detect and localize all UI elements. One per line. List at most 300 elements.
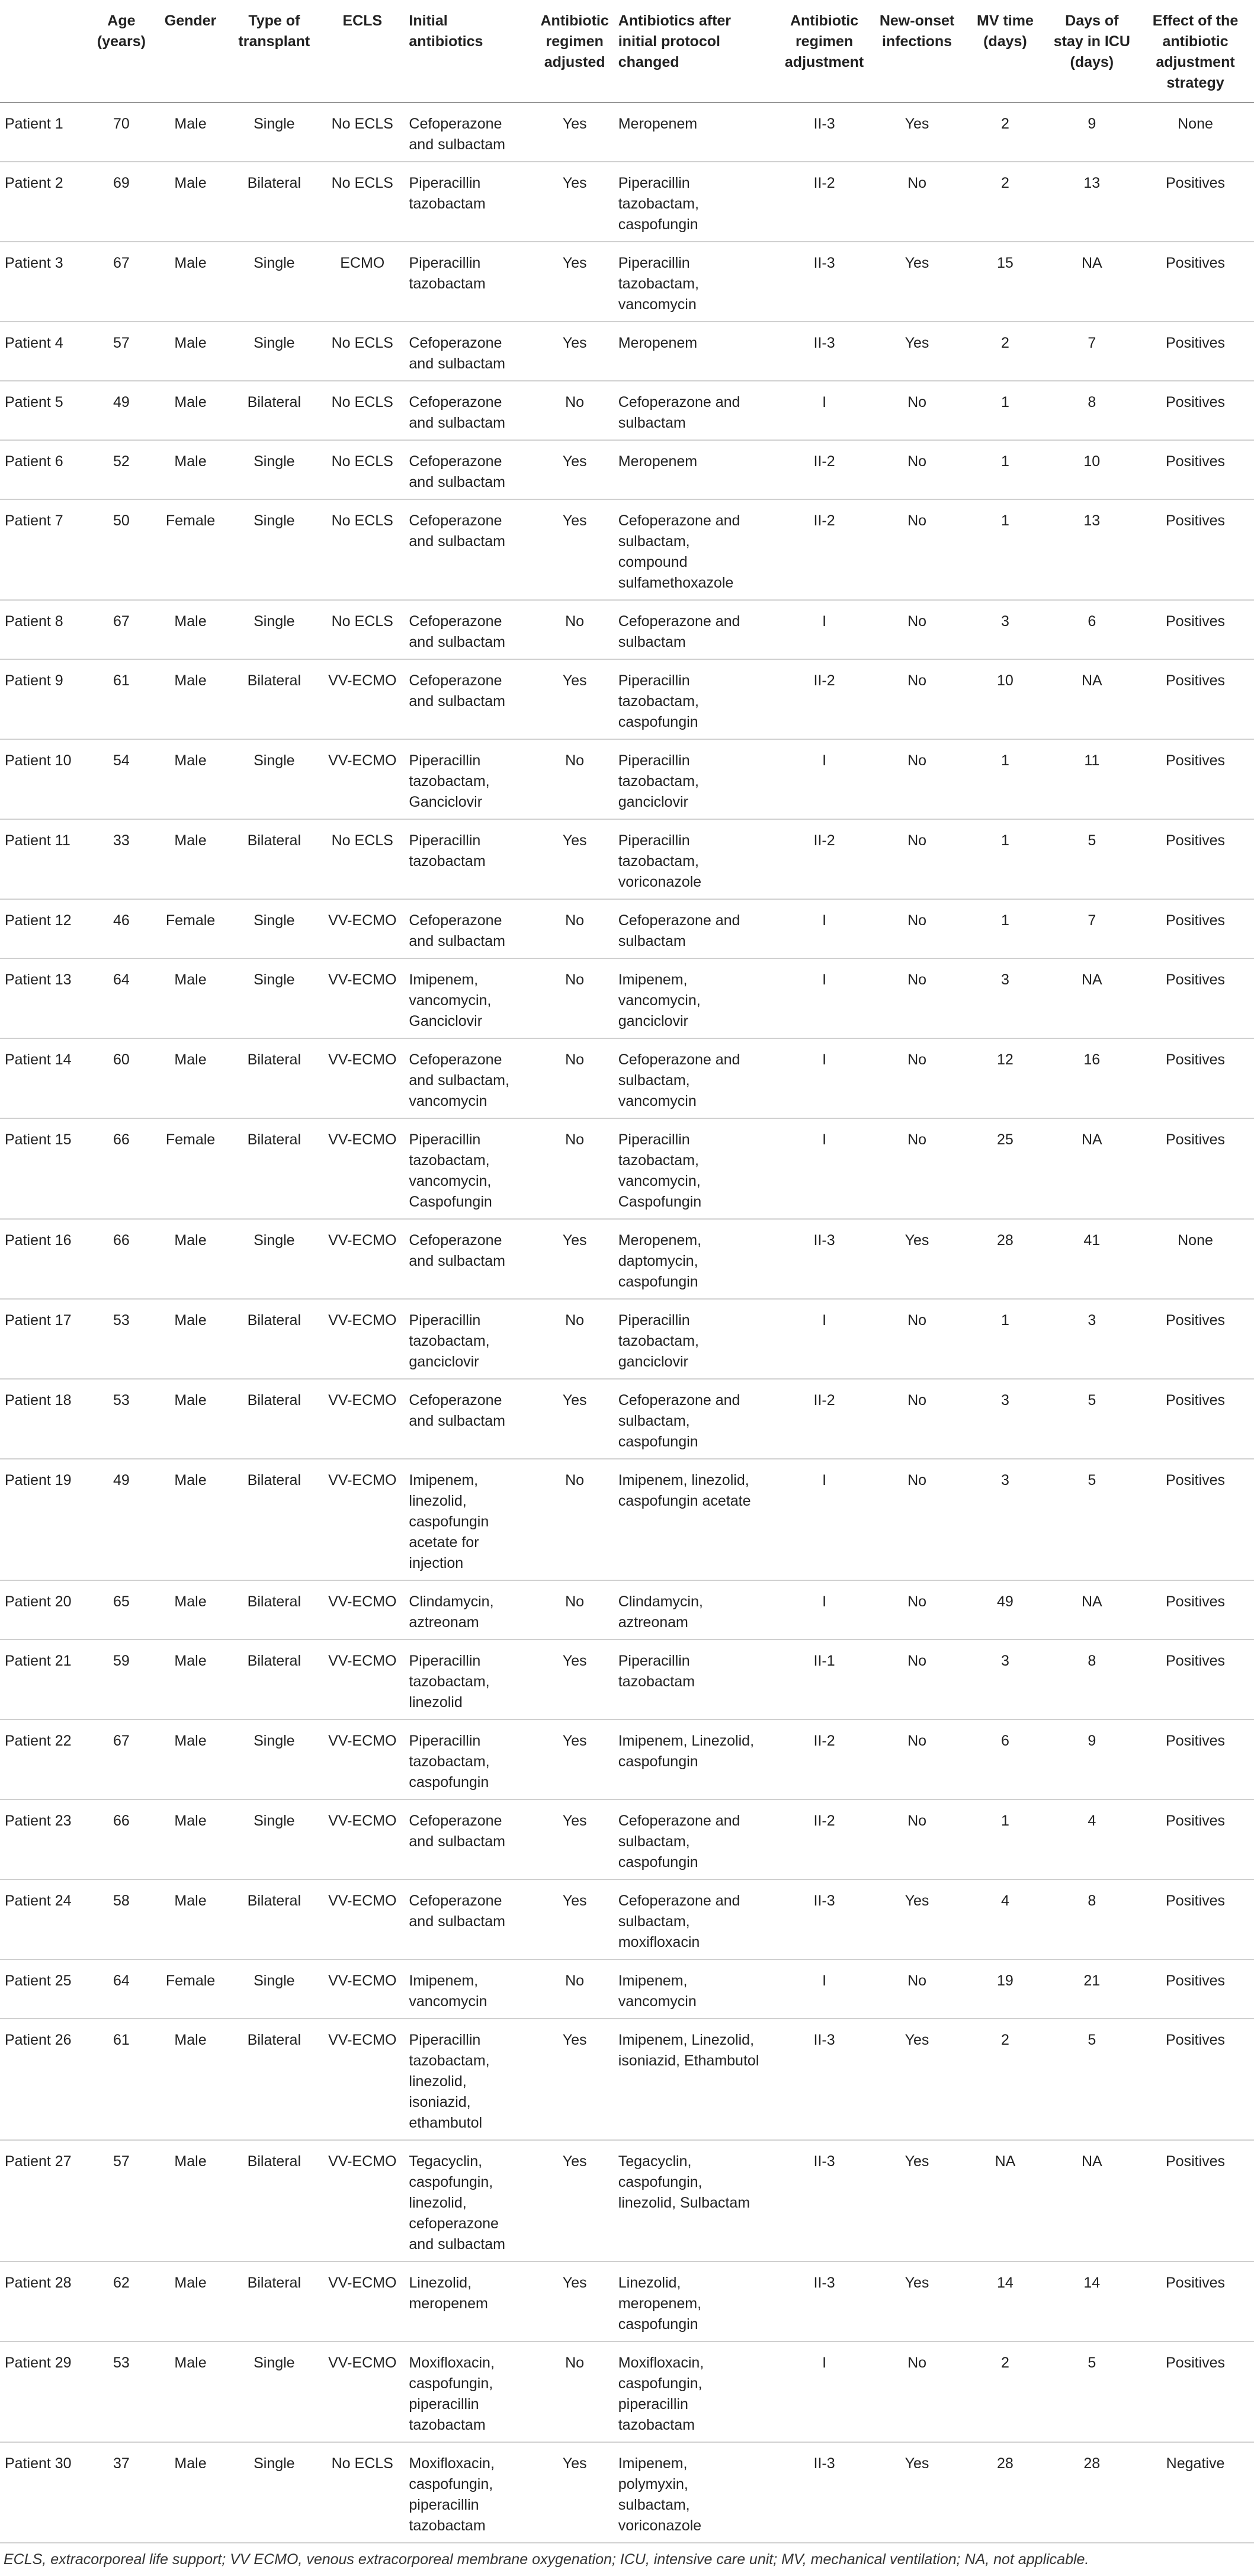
cell-antibiotics-after-change: Cefoperazone and sulbactam xyxy=(614,600,778,659)
cell-antibiotics-after-change: Piperacillin tazobactam, caspofungin xyxy=(614,659,778,739)
cell-ecls: VV-ECMO xyxy=(320,1640,404,1720)
cell-antibiotics-after-change: Cefoperazone and sulbactam xyxy=(614,381,778,440)
cell-regimen-adjustment: II-3 xyxy=(778,102,870,162)
cell-gender: Female xyxy=(153,899,227,958)
cell-icu-stay: NA xyxy=(1047,2140,1137,2261)
cell-ecls: VV-ECMO xyxy=(320,2261,404,2341)
cell-icu-stay: 9 xyxy=(1047,1720,1137,1799)
table-row xyxy=(0,819,1254,899)
table-row xyxy=(0,1799,1254,1879)
cell-icu-stay: 8 xyxy=(1047,1640,1137,1720)
cell-initial-antibiotics: Linezolid, meropenem xyxy=(404,2261,535,2341)
table-row xyxy=(0,1118,1254,1219)
cell-patient: Patient 12 xyxy=(0,899,89,958)
cell-mv-time: 1 xyxy=(963,440,1047,499)
cell-transplant-type: Bilateral xyxy=(228,2019,320,2140)
cell-age: 57 xyxy=(89,2140,153,2261)
cell-age: 37 xyxy=(89,2442,153,2543)
cell-age: 33 xyxy=(89,819,153,899)
cell-transplant-type: Bilateral xyxy=(228,1459,320,1580)
cell-patient: Patient 26 xyxy=(0,2019,89,2140)
cell-regimen-adjusted: Yes xyxy=(536,102,614,162)
cell-age: 64 xyxy=(89,1959,153,2019)
cell-gender: Male xyxy=(153,1720,227,1799)
cell-age: 53 xyxy=(89,1379,153,1459)
cell-mv-time: 2 xyxy=(963,322,1047,381)
cell-transplant-type: Single xyxy=(228,1720,320,1799)
cell-regimen-adjusted: Yes xyxy=(536,1879,614,1959)
cell-age: 66 xyxy=(89,1219,153,1299)
table-row xyxy=(0,958,1254,1038)
cell-initial-antibiotics: Moxifloxacin, caspofungin, piperacillin tazobactam xyxy=(404,2442,535,2543)
cell-new-onset-infections: No xyxy=(871,819,963,899)
cell-gender: Male xyxy=(153,1580,227,1640)
cell-transplant-type: Single xyxy=(228,322,320,381)
cell-regimen-adjusted: No xyxy=(536,958,614,1038)
cell-gender: Male xyxy=(153,2442,227,2543)
cell-mv-time: 28 xyxy=(963,2442,1047,2543)
cell-new-onset-infections: No xyxy=(871,1720,963,1799)
cell-adjustment-effect: Positives xyxy=(1137,1379,1254,1459)
cell-patient: Patient 21 xyxy=(0,1640,89,1720)
cell-mv-time: 1 xyxy=(963,1799,1047,1879)
cell-regimen-adjusted: Yes xyxy=(536,440,614,499)
cell-ecls: VV-ECMO xyxy=(320,1118,404,1219)
cell-adjustment-effect: Positives xyxy=(1137,739,1254,819)
column-header-gender: Gender xyxy=(153,0,227,102)
cell-transplant-type: Single xyxy=(228,2442,320,2543)
cell-ecls: VV-ECMO xyxy=(320,899,404,958)
cell-initial-antibiotics: Piperacillin tazobactam, ganciclovir xyxy=(404,1299,535,1379)
cell-age: 53 xyxy=(89,1299,153,1379)
cell-ecls: ECMO xyxy=(320,242,404,322)
cell-regimen-adjustment: I xyxy=(778,739,870,819)
cell-mv-time: 2 xyxy=(963,2341,1047,2442)
table-row xyxy=(0,1219,1254,1299)
cell-adjustment-effect: None xyxy=(1137,102,1254,162)
cell-regimen-adjusted: No xyxy=(536,1580,614,1640)
cell-icu-stay: 9 xyxy=(1047,102,1137,162)
cell-initial-antibiotics: Cefoperazone and sulbactam xyxy=(404,659,535,739)
table-row xyxy=(0,1038,1254,1118)
cell-new-onset-infections: No xyxy=(871,1379,963,1459)
cell-regimen-adjusted: Yes xyxy=(536,1640,614,1720)
cell-antibiotics-after-change: Cefoperazone and sulbactam xyxy=(614,899,778,958)
column-header-patient xyxy=(0,0,89,102)
cell-patient: Patient 5 xyxy=(0,381,89,440)
cell-patient: Patient 6 xyxy=(0,440,89,499)
table-footnote: ECLS, extracorporeal life support; VV ECMO, venous extracorporeal membrane oxygenation; ICU, intensive care unit; MV, mechanical ventilation; NA, not applicable. xyxy=(4,2551,1089,2568)
cell-adjustment-effect: Positives xyxy=(1137,1879,1254,1959)
cell-patient: Patient 15 xyxy=(0,1118,89,1219)
cell-patient: Patient 27 xyxy=(0,2140,89,2261)
cell-adjustment-effect: Positives xyxy=(1137,1299,1254,1379)
cell-transplant-type: Single xyxy=(228,1799,320,1879)
cell-regimen-adjusted: Yes xyxy=(536,1799,614,1879)
cell-patient: Patient 19 xyxy=(0,1459,89,1580)
cell-age: 67 xyxy=(89,242,153,322)
column-header-mv-time: MV time (days) xyxy=(963,0,1047,102)
cell-adjustment-effect: Positives xyxy=(1137,440,1254,499)
cell-icu-stay: 13 xyxy=(1047,499,1137,600)
table-row xyxy=(0,1640,1254,1720)
cell-new-onset-infections: Yes xyxy=(871,2442,963,2543)
cell-age: 49 xyxy=(89,381,153,440)
cell-adjustment-effect: Positives xyxy=(1137,322,1254,381)
cell-patient: Patient 13 xyxy=(0,958,89,1038)
cell-ecls: VV-ECMO xyxy=(320,659,404,739)
cell-age: 64 xyxy=(89,958,153,1038)
cell-transplant-type: Bilateral xyxy=(228,381,320,440)
table-row xyxy=(0,1720,1254,1799)
cell-icu-stay: 6 xyxy=(1047,600,1137,659)
cell-antibiotics-after-change: Cefoperazone and sulbactam, caspofungin xyxy=(614,1379,778,1459)
cell-antibiotics-after-change: Meropenem xyxy=(614,440,778,499)
cell-regimen-adjusted: Yes xyxy=(536,1219,614,1299)
cell-age: 53 xyxy=(89,2341,153,2442)
cell-gender: Male xyxy=(153,381,227,440)
cell-regimen-adjusted: No xyxy=(536,739,614,819)
column-header-adjustment-effect: Effect of the antibiotic adjustment strategy xyxy=(1137,0,1254,102)
cell-mv-time: 1 xyxy=(963,1299,1047,1379)
cell-regimen-adjusted: No xyxy=(536,2341,614,2442)
cell-antibiotics-after-change: Imipenem, linezolid, caspofungin acetate xyxy=(614,1459,778,1580)
cell-initial-antibiotics: Piperacillin tazobactam, linezolid, isoniazid, ethambutol xyxy=(404,2019,535,2140)
column-header-transplant-type: Type of transplant xyxy=(228,0,320,102)
column-header-antibiotics-after-change: Antibiotics after initial protocol changed xyxy=(614,0,778,102)
cell-icu-stay: 5 xyxy=(1047,2341,1137,2442)
cell-mv-time: 19 xyxy=(963,1959,1047,2019)
cell-adjustment-effect: Positives xyxy=(1137,659,1254,739)
cell-regimen-adjusted: No xyxy=(536,1299,614,1379)
table-row xyxy=(0,381,1254,440)
cell-regimen-adjusted: Yes xyxy=(536,2442,614,2543)
cell-mv-time: NA xyxy=(963,2140,1047,2261)
cell-patient: Patient 25 xyxy=(0,1959,89,2019)
cell-regimen-adjusted: Yes xyxy=(536,322,614,381)
cell-initial-antibiotics: Imipenem, linezolid, caspofungin acetate for injection xyxy=(404,1459,535,1580)
cell-adjustment-effect: Positives xyxy=(1137,1038,1254,1118)
table-row xyxy=(0,2019,1254,2140)
cell-patient: Patient 24 xyxy=(0,1879,89,1959)
cell-age: 52 xyxy=(89,440,153,499)
cell-antibiotics-after-change: Imipenem, Linezolid, isoniazid, Ethambutol xyxy=(614,2019,778,2140)
cell-new-onset-infections: No xyxy=(871,499,963,600)
cell-gender: Male xyxy=(153,1219,227,1299)
cell-transplant-type: Bilateral xyxy=(228,659,320,739)
cell-antibiotics-after-change: Tegacyclin, caspofungin, linezolid, Sulbactam xyxy=(614,2140,778,2261)
cell-regimen-adjusted: No xyxy=(536,1118,614,1219)
cell-ecls: VV-ECMO xyxy=(320,739,404,819)
cell-mv-time: 3 xyxy=(963,958,1047,1038)
cell-transplant-type: Bilateral xyxy=(228,819,320,899)
cell-antibiotics-after-change: Imipenem, polymyxin, sulbactam, voriconazole xyxy=(614,2442,778,2543)
cell-gender: Female xyxy=(153,1959,227,2019)
cell-patient: Patient 1 xyxy=(0,102,89,162)
cell-regimen-adjustment: II-2 xyxy=(778,1720,870,1799)
cell-new-onset-infections: No xyxy=(871,899,963,958)
cell-patient: Patient 8 xyxy=(0,600,89,659)
cell-icu-stay: 5 xyxy=(1047,1379,1137,1459)
table-row xyxy=(0,2341,1254,2442)
cell-adjustment-effect: Positives xyxy=(1137,381,1254,440)
cell-patient: Patient 23 xyxy=(0,1799,89,1879)
cell-transplant-type: Single xyxy=(228,600,320,659)
cell-antibiotics-after-change: Cefoperazone and sulbactam, moxifloxacin xyxy=(614,1879,778,1959)
cell-initial-antibiotics: Tegacyclin, caspofungin, linezolid, cefoperazone and sulbactam xyxy=(404,2140,535,2261)
cell-icu-stay: NA xyxy=(1047,958,1137,1038)
cell-transplant-type: Single xyxy=(228,2341,320,2442)
table-row xyxy=(0,659,1254,739)
cell-regimen-adjusted: Yes xyxy=(536,819,614,899)
cell-regimen-adjustment: II-3 xyxy=(778,242,870,322)
cell-ecls: VV-ECMO xyxy=(320,1720,404,1799)
cell-regimen-adjusted: No xyxy=(536,381,614,440)
cell-initial-antibiotics: Cefoperazone and sulbactam xyxy=(404,1219,535,1299)
cell-regimen-adjusted: Yes xyxy=(536,1379,614,1459)
cell-antibiotics-after-change: Imipenem, Linezolid, caspofungin xyxy=(614,1720,778,1799)
cell-adjustment-effect: Negative xyxy=(1137,2442,1254,2543)
cell-regimen-adjustment: II-2 xyxy=(778,819,870,899)
cell-gender: Male xyxy=(153,1879,227,1959)
cell-regimen-adjusted: Yes xyxy=(536,659,614,739)
cell-new-onset-infections: No xyxy=(871,958,963,1038)
cell-age: 61 xyxy=(89,659,153,739)
cell-regimen-adjustment: II-2 xyxy=(778,162,870,242)
cell-regimen-adjustment: II-2 xyxy=(778,440,870,499)
cell-adjustment-effect: Positives xyxy=(1137,499,1254,600)
cell-age: 69 xyxy=(89,162,153,242)
cell-mv-time: 25 xyxy=(963,1118,1047,1219)
cell-ecls: No ECLS xyxy=(320,102,404,162)
cell-regimen-adjustment: I xyxy=(778,1459,870,1580)
cell-antibiotics-after-change: Piperacillin tazobactam, ganciclovir xyxy=(614,1299,778,1379)
cell-mv-time: 49 xyxy=(963,1580,1047,1640)
cell-new-onset-infections: Yes xyxy=(871,2019,963,2140)
cell-gender: Male xyxy=(153,819,227,899)
cell-age: 50 xyxy=(89,499,153,600)
cell-antibiotics-after-change: Piperacillin tazobactam, vancomycin xyxy=(614,242,778,322)
cell-age: 60 xyxy=(89,1038,153,1118)
cell-transplant-type: Bilateral xyxy=(228,1580,320,1640)
cell-icu-stay: 21 xyxy=(1047,1959,1137,2019)
cell-regimen-adjustment: II-3 xyxy=(778,1879,870,1959)
cell-antibiotics-after-change: Cefoperazone and sulbactam, vancomycin xyxy=(614,1038,778,1118)
cell-gender: Male xyxy=(153,1299,227,1379)
cell-gender: Male xyxy=(153,322,227,381)
cell-ecls: No ECLS xyxy=(320,2442,404,2543)
cell-regimen-adjusted: No xyxy=(536,1459,614,1580)
cell-icu-stay: 16 xyxy=(1047,1038,1137,1118)
cell-age: 57 xyxy=(89,322,153,381)
cell-regimen-adjustment: II-3 xyxy=(778,322,870,381)
cell-transplant-type: Bilateral xyxy=(228,1879,320,1959)
cell-mv-time: 3 xyxy=(963,1640,1047,1720)
cell-patient: Patient 22 xyxy=(0,1720,89,1799)
cell-adjustment-effect: Positives xyxy=(1137,958,1254,1038)
cell-gender: Male xyxy=(153,1799,227,1879)
cell-patient: Patient 4 xyxy=(0,322,89,381)
cell-regimen-adjustment: II-3 xyxy=(778,2019,870,2140)
table-row xyxy=(0,739,1254,819)
cell-ecls: No ECLS xyxy=(320,600,404,659)
table-row xyxy=(0,1959,1254,2019)
table-row xyxy=(0,440,1254,499)
cell-ecls: VV-ECMO xyxy=(320,1799,404,1879)
cell-ecls: No ECLS xyxy=(320,381,404,440)
cell-mv-time: 2 xyxy=(963,162,1047,242)
cell-icu-stay: 7 xyxy=(1047,899,1137,958)
cell-regimen-adjusted: Yes xyxy=(536,2019,614,2140)
cell-mv-time: 15 xyxy=(963,242,1047,322)
cell-mv-time: 12 xyxy=(963,1038,1047,1118)
cell-new-onset-infections: No xyxy=(871,162,963,242)
cell-mv-time: 2 xyxy=(963,102,1047,162)
column-header-regimen-adjustment: Antibiotic regimen adjustment xyxy=(778,0,870,102)
cell-antibiotics-after-change: Imipenem, vancomycin, ganciclovir xyxy=(614,958,778,1038)
cell-transplant-type: Single xyxy=(228,242,320,322)
cell-regimen-adjustment: II-1 xyxy=(778,1640,870,1720)
cell-gender: Male xyxy=(153,162,227,242)
cell-gender: Male xyxy=(153,2019,227,2140)
cell-new-onset-infections: Yes xyxy=(871,102,963,162)
cell-age: 58 xyxy=(89,1879,153,1959)
cell-mv-time: 2 xyxy=(963,2019,1047,2140)
cell-new-onset-infections: Yes xyxy=(871,1219,963,1299)
cell-adjustment-effect: Positives xyxy=(1137,1459,1254,1580)
cell-patient: Patient 20 xyxy=(0,1580,89,1640)
cell-initial-antibiotics: Piperacillin tazobactam, caspofungin xyxy=(404,1720,535,1799)
cell-antibiotics-after-change: Cefoperazone and sulbactam, compound sulfamethoxazole xyxy=(614,499,778,600)
cell-initial-antibiotics: Clindamycin, aztreonam xyxy=(404,1580,535,1640)
cell-ecls: VV-ECMO xyxy=(320,1459,404,1580)
cell-gender: Male xyxy=(153,2261,227,2341)
cell-antibiotics-after-change: Piperacillin tazobactam, vancomycin, Caspofungin xyxy=(614,1118,778,1219)
cell-icu-stay: 14 xyxy=(1047,2261,1137,2341)
cell-antibiotics-after-change: Moxifloxacin, caspofungin, piperacillin tazobactam xyxy=(614,2341,778,2442)
cell-transplant-type: Bilateral xyxy=(228,1379,320,1459)
column-header-initial-antibiotics: Initial antibiotics xyxy=(404,0,535,102)
cell-gender: Male xyxy=(153,1379,227,1459)
cell-ecls: VV-ECMO xyxy=(320,1379,404,1459)
table-row xyxy=(0,899,1254,958)
cell-transplant-type: Single xyxy=(228,739,320,819)
cell-transplant-type: Single xyxy=(228,102,320,162)
cell-regimen-adjusted: No xyxy=(536,899,614,958)
cell-regimen-adjustment: II-2 xyxy=(778,659,870,739)
cell-age: 67 xyxy=(89,600,153,659)
cell-mv-time: 28 xyxy=(963,1219,1047,1299)
cell-regimen-adjusted: Yes xyxy=(536,242,614,322)
cell-mv-time: 3 xyxy=(963,1379,1047,1459)
cell-ecls: VV-ECMO xyxy=(320,2341,404,2442)
cell-new-onset-infections: No xyxy=(871,659,963,739)
cell-new-onset-infections: No xyxy=(871,381,963,440)
cell-patient: Patient 28 xyxy=(0,2261,89,2341)
table-row xyxy=(0,2261,1254,2341)
column-header-icu-stay: Days of stay in ICU (days) xyxy=(1047,0,1137,102)
cell-patient: Patient 29 xyxy=(0,2341,89,2442)
table-row xyxy=(0,102,1254,162)
cell-antibiotics-after-change: Cefoperazone and sulbactam, caspofungin xyxy=(614,1799,778,1879)
table-row xyxy=(0,162,1254,242)
cell-transplant-type: Bilateral xyxy=(228,1118,320,1219)
cell-new-onset-infections: Yes xyxy=(871,242,963,322)
cell-age: 66 xyxy=(89,1118,153,1219)
cell-initial-antibiotics: Cefoperazone and sulbactam xyxy=(404,600,535,659)
cell-gender: Male xyxy=(153,1038,227,1118)
cell-gender: Male xyxy=(153,1640,227,1720)
cell-gender: Male xyxy=(153,2341,227,2442)
cell-adjustment-effect: Positives xyxy=(1137,2341,1254,2442)
cell-regimen-adjustment: I xyxy=(778,958,870,1038)
cell-ecls: No ECLS xyxy=(320,162,404,242)
cell-adjustment-effect: Positives xyxy=(1137,899,1254,958)
cell-mv-time: 1 xyxy=(963,899,1047,958)
table-body xyxy=(0,102,1254,2543)
table-row xyxy=(0,1879,1254,1959)
cell-gender: Male xyxy=(153,242,227,322)
cell-initial-antibiotics: Cefoperazone and sulbactam xyxy=(404,1799,535,1879)
cell-adjustment-effect: Positives xyxy=(1137,2261,1254,2341)
cell-patient: Patient 11 xyxy=(0,819,89,899)
cell-gender: Male xyxy=(153,958,227,1038)
cell-new-onset-infections: No xyxy=(871,1959,963,2019)
cell-regimen-adjustment: II-2 xyxy=(778,499,870,600)
cell-adjustment-effect: Positives xyxy=(1137,1640,1254,1720)
column-header-ecls: ECLS xyxy=(320,0,404,102)
cell-initial-antibiotics: Moxifloxacin, caspofungin, piperacillin tazobactam xyxy=(404,2341,535,2442)
cell-patient: Patient 30 xyxy=(0,2442,89,2543)
cell-icu-stay: 8 xyxy=(1047,1879,1137,1959)
cell-ecls: No ECLS xyxy=(320,499,404,600)
cell-regimen-adjustment: II-3 xyxy=(778,2140,870,2261)
cell-icu-stay: 5 xyxy=(1047,2019,1137,2140)
table-header xyxy=(0,0,1254,102)
cell-initial-antibiotics: Piperacillin tazobactam, linezolid xyxy=(404,1640,535,1720)
cell-icu-stay: 11 xyxy=(1047,739,1137,819)
cell-ecls: VV-ECMO xyxy=(320,1038,404,1118)
cell-mv-time: 4 xyxy=(963,1879,1047,1959)
cell-regimen-adjustment: I xyxy=(778,1038,870,1118)
header-row xyxy=(0,0,1254,102)
cell-age: 67 xyxy=(89,1720,153,1799)
cell-initial-antibiotics: Piperacillin tazobactam xyxy=(404,162,535,242)
cell-regimen-adjusted: Yes xyxy=(536,162,614,242)
cell-gender: Male xyxy=(153,600,227,659)
cell-antibiotics-after-change: Meropenem, daptomycin, caspofungin xyxy=(614,1219,778,1299)
cell-new-onset-infections: No xyxy=(871,2341,963,2442)
cell-initial-antibiotics: Cefoperazone and sulbactam xyxy=(404,1379,535,1459)
cell-new-onset-infections: No xyxy=(871,1299,963,1379)
cell-new-onset-infections: No xyxy=(871,1038,963,1118)
cell-regimen-adjusted: No xyxy=(536,1959,614,2019)
cell-mv-time: 6 xyxy=(963,1720,1047,1799)
cell-transplant-type: Bilateral xyxy=(228,1038,320,1118)
cell-initial-antibiotics: Imipenem, vancomycin xyxy=(404,1959,535,2019)
cell-regimen-adjustment: II-2 xyxy=(778,1379,870,1459)
cell-transplant-type: Single xyxy=(228,1959,320,2019)
cell-new-onset-infections: No xyxy=(871,600,963,659)
cell-icu-stay: 5 xyxy=(1047,819,1137,899)
cell-regimen-adjusted: Yes xyxy=(536,499,614,600)
cell-mv-time: 1 xyxy=(963,739,1047,819)
cell-antibiotics-after-change: Imipenem, vancomycin xyxy=(614,1959,778,2019)
table-row xyxy=(0,2442,1254,2543)
cell-initial-antibiotics: Piperacillin tazobactam xyxy=(404,819,535,899)
cell-icu-stay: 5 xyxy=(1047,1459,1137,1580)
cell-regimen-adjusted: Yes xyxy=(536,2140,614,2261)
